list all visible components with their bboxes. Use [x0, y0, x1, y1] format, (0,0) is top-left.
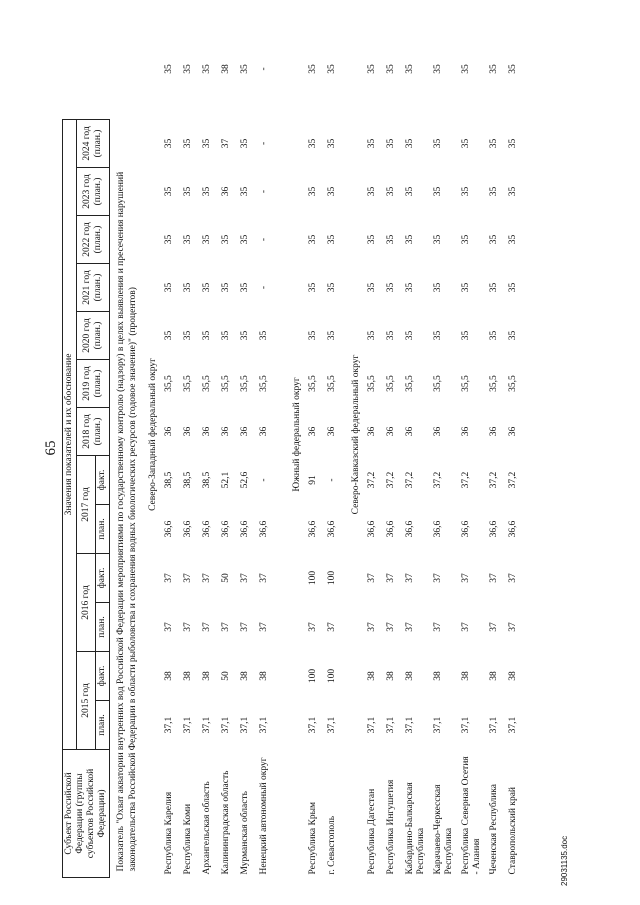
table-cell	[286, 750, 307, 878]
value-cell: 35	[183, 64, 193, 74]
value-cell: 35	[183, 138, 193, 149]
value-cell: 35	[433, 64, 443, 74]
value-cell: 35	[433, 282, 443, 293]
table-row	[488, 19, 507, 878]
value-cell: 37,2	[508, 471, 518, 489]
value-cell: 35	[386, 234, 396, 245]
value-cell: 35,5	[327, 375, 337, 392]
value-cell: 37,2	[405, 471, 415, 489]
value-cell: 35	[202, 64, 212, 74]
value-cell: 100	[327, 668, 337, 684]
region-name: Мурманская область	[240, 791, 250, 875]
value-cell: 36	[259, 426, 269, 437]
header-plan-year: 2021 год (план.)	[77, 264, 110, 312]
header-subject: Субъект Российской Федерации (группы субъектов Российской Федерации)	[63, 750, 110, 878]
value-cell: 37	[259, 573, 269, 583]
value-cell: 37,1	[221, 716, 231, 734]
value-cell: 37,1	[433, 716, 443, 734]
value-cell: -	[259, 189, 269, 194]
region-name: г. Севастополь	[327, 815, 337, 875]
value-cell: 35	[240, 282, 250, 293]
value-cell: 37	[327, 622, 337, 632]
header-plan: план.	[96, 701, 110, 750]
value-cell: 35	[327, 138, 337, 149]
header-plan-year: 2022 год (план.)	[77, 216, 110, 264]
value-cell: 38	[433, 671, 443, 681]
header-fact: факт.	[96, 652, 110, 701]
value-cell: 100	[327, 570, 337, 586]
value-cell: 35	[489, 234, 499, 245]
value-cell: 35	[164, 282, 174, 293]
value-cell: -	[259, 285, 269, 290]
value-cell: 52,1	[221, 471, 231, 489]
value-cell: 35	[308, 282, 318, 293]
value-cell: 35	[183, 330, 193, 341]
value-cell: 35	[164, 234, 174, 245]
value-cell: 38	[386, 671, 396, 681]
header-year: 2016 год	[77, 554, 96, 652]
value-cell: 35,5	[433, 375, 443, 392]
value-cell: 37,1	[183, 716, 193, 734]
table-cell	[142, 750, 163, 878]
value-cell: 35	[489, 138, 499, 149]
value-cell: 35	[240, 234, 250, 245]
value-cell: 37	[221, 622, 231, 632]
value-cell: 36,6	[202, 520, 212, 538]
header-year: 2015 год	[77, 652, 96, 750]
value-cell: 35	[221, 234, 231, 245]
indicator-table	[62, 18, 526, 878]
value-cell: 35,5	[240, 375, 250, 392]
table-cell	[345, 750, 366, 878]
value-cell: 36	[202, 426, 212, 437]
district-row	[345, 19, 366, 878]
value-cell: 91	[308, 475, 318, 485]
value-cell: 35,5	[259, 375, 269, 392]
value-cell: 35	[405, 234, 415, 245]
value-cell: 37	[259, 622, 269, 632]
value-cell: 35	[367, 186, 377, 197]
value-cell: 35,5	[183, 375, 193, 392]
value-cell: 36,6	[259, 520, 269, 538]
value-cell: 36	[433, 426, 443, 437]
value-cell: 35	[386, 282, 396, 293]
value-cell: 37,1	[308, 716, 318, 734]
value-cell: 35	[202, 138, 212, 149]
value-cell: 35	[405, 64, 415, 74]
value-cell: 35	[405, 330, 415, 341]
value-cell: 37	[489, 573, 499, 583]
header-row	[63, 19, 77, 878]
value-cell: 35	[386, 186, 396, 197]
indicator-text: Показатель "Охват акватории внутренних вод Российской Федерации мероприятиями по государственному контролю (надзору) в целях выявления и пресечения нарушений законодательства Российской Федерации в области рыболовства и сохранения водных биологических ресурсов (годовое значение)" (процентов)	[116, 171, 138, 872]
header-plan-year: 2019 год (план.)	[77, 360, 110, 408]
value-cell: 35	[327, 234, 337, 245]
value-cell: 36,6	[183, 520, 193, 538]
value-cell: 35	[461, 138, 471, 149]
value-cell: -	[259, 141, 269, 146]
value-cell: 37,2	[461, 471, 471, 489]
header-row	[77, 19, 96, 878]
value-cell: 37	[240, 622, 250, 632]
value-cell: 37,1	[164, 716, 174, 734]
district-name: Северо-Кавказский федеральный округ	[351, 354, 361, 515]
value-cell: 35	[183, 234, 193, 245]
table-row	[182, 19, 201, 878]
value-cell: 35,5	[221, 375, 231, 392]
value-cell: 38	[183, 671, 193, 681]
value-cell: 37	[202, 573, 212, 583]
value-cell: 38,5	[183, 471, 193, 489]
value-cell: 38	[367, 671, 377, 681]
value-cell: 52,6	[240, 471, 250, 489]
value-cell: 38	[259, 671, 269, 681]
header-fact: факт.	[96, 554, 110, 603]
value-cell: 36	[489, 426, 499, 437]
value-cell: 35	[386, 64, 396, 74]
value-cell: 35	[433, 186, 443, 197]
value-cell: 35	[308, 138, 318, 149]
value-cell: 38	[489, 671, 499, 681]
value-cell: 35	[259, 330, 269, 341]
value-cell: 35	[433, 330, 443, 341]
table-row	[220, 19, 239, 878]
region-name: Республика Крым	[308, 801, 318, 875]
header-plan-year: 2024 год (план.)	[77, 119, 110, 167]
value-cell: 37	[183, 573, 193, 583]
value-cell: 37,2	[386, 471, 396, 489]
value-cell: 37,1	[202, 716, 212, 734]
value-cell: 35	[367, 138, 377, 149]
region-name: Кабардино-Балкарская Республика	[405, 782, 426, 875]
value-cell: 36	[461, 426, 471, 437]
region-name: Чеченская Республика	[489, 783, 499, 875]
value-cell: 36,6	[405, 520, 415, 538]
value-cell: 37,1	[259, 716, 269, 734]
table-row	[201, 19, 220, 878]
value-cell: 37,1	[405, 716, 415, 734]
value-cell: 37	[164, 622, 174, 632]
value-cell: 35	[202, 282, 212, 293]
region-name: Республика Карелия	[164, 791, 174, 875]
value-cell: 37	[367, 622, 377, 632]
value-cell: 36	[508, 426, 518, 437]
value-cell: 35	[508, 282, 518, 293]
value-cell: 37	[221, 138, 231, 149]
value-cell: 35	[240, 186, 250, 197]
value-cell: 35	[164, 186, 174, 197]
value-cell: 35	[308, 330, 318, 341]
value-cell: 38	[461, 671, 471, 681]
value-cell: 37	[202, 622, 212, 632]
value-cell: 37	[386, 573, 396, 583]
value-cell: 38	[508, 671, 518, 681]
value-cell: 35	[461, 330, 471, 341]
value-cell: 37,1	[508, 716, 518, 734]
value-cell: 100	[308, 570, 318, 586]
value-cell: 37,1	[327, 716, 337, 734]
value-cell: 35	[508, 138, 518, 149]
region-name: Республика Северная Осетия - Алания	[461, 756, 482, 875]
header-plan-year: 2023 год (план.)	[77, 168, 110, 216]
value-cell: 35	[461, 282, 471, 293]
value-cell: 36	[183, 426, 193, 437]
region-name: Калининградская область	[221, 770, 231, 875]
header-values: Значения показателей и их обоснование	[63, 119, 77, 749]
value-cell: 35	[240, 138, 250, 149]
value-cell: 37,1	[489, 716, 499, 734]
value-cell: 35,5	[489, 375, 499, 392]
header-year: 2017 год	[77, 456, 96, 554]
value-cell: 35	[183, 282, 193, 293]
value-cell: 37	[183, 622, 193, 632]
value-cell: 37	[508, 622, 518, 632]
value-cell: 35	[240, 330, 250, 341]
value-cell: -	[259, 237, 269, 242]
value-cell: 36,6	[433, 520, 443, 538]
value-cell: 36,6	[221, 520, 231, 538]
value-cell: 35	[240, 64, 250, 74]
value-cell: 35,5	[386, 375, 396, 392]
value-cell: 36	[405, 426, 415, 437]
value-cell: 35	[405, 186, 415, 197]
value-cell: 35	[327, 282, 337, 293]
value-cell: 35	[308, 64, 318, 74]
value-cell: 35	[308, 186, 318, 197]
district-name: Южный федеральный округ	[292, 377, 302, 492]
value-cell: -	[259, 478, 269, 482]
value-cell: 35	[367, 234, 377, 245]
region-name: Карачаево-Черкесская Республика	[433, 784, 454, 875]
header-plan-year: 2018 год (план.)	[77, 408, 110, 456]
value-cell: 35	[461, 186, 471, 197]
value-cell: 35	[367, 330, 377, 341]
table-row	[385, 19, 404, 878]
value-cell: 36,6	[386, 520, 396, 538]
footer-code: 29031135.doc	[560, 835, 569, 886]
value-cell: 35	[461, 64, 471, 74]
value-cell: 35,5	[461, 375, 471, 392]
value-cell: -	[327, 478, 337, 482]
value-cell: 35	[489, 282, 499, 293]
value-cell: 37	[489, 622, 499, 632]
value-cell: 35	[433, 234, 443, 245]
value-cell: 50	[221, 573, 231, 583]
value-cell: 36,6	[489, 520, 499, 538]
value-cell: 37	[405, 573, 415, 583]
value-cell: 36,6	[327, 520, 337, 538]
value-cell: 35	[202, 330, 212, 341]
value-cell: 35,5	[405, 375, 415, 392]
value-cell: 37,1	[461, 716, 471, 734]
page-number: 65	[43, 440, 59, 456]
value-cell: 38	[240, 671, 250, 681]
value-cell: 36	[164, 426, 174, 437]
value-cell: 35	[508, 234, 518, 245]
value-cell: 35	[367, 282, 377, 293]
value-cell: 38,5	[202, 471, 212, 489]
value-cell: 37	[367, 573, 377, 583]
value-cell: 37	[164, 573, 174, 583]
district-row	[286, 19, 307, 878]
table-row	[460, 19, 488, 878]
region-name: Республика Ингушетия	[386, 779, 396, 875]
value-cell: 37	[405, 622, 415, 632]
value-cell: 35,5	[367, 375, 377, 392]
value-cell: 35	[386, 330, 396, 341]
table-row	[366, 19, 385, 878]
district-name: Северо-Западный федеральный округ	[148, 358, 158, 511]
value-cell: 35	[489, 64, 499, 74]
value-cell: 37	[461, 573, 471, 583]
value-cell: 37,2	[433, 471, 443, 489]
value-cell: 37	[433, 622, 443, 632]
value-cell: 36	[327, 426, 337, 437]
value-cell: 36	[221, 186, 231, 197]
district-row	[142, 19, 163, 878]
value-cell: 37,1	[240, 716, 250, 734]
table-body	[110, 19, 527, 878]
value-cell: 35	[164, 330, 174, 341]
value-cell: 35	[461, 234, 471, 245]
table-row	[239, 19, 258, 878]
header-plan-year: 2020 год (план.)	[77, 312, 110, 360]
value-cell: 35	[386, 138, 396, 149]
table-row	[507, 19, 526, 878]
header-plan: план.	[96, 505, 110, 554]
value-cell: 36	[221, 426, 231, 437]
value-cell: 36	[367, 426, 377, 437]
table-row	[404, 19, 432, 878]
value-cell: 38	[405, 671, 415, 681]
value-cell: 35	[183, 186, 193, 197]
table-row	[258, 19, 286, 878]
value-cell: 35	[327, 64, 337, 74]
value-cell: 37,2	[367, 471, 377, 489]
value-cell: 35,5	[164, 375, 174, 392]
rotated-page	[40, 18, 620, 886]
value-cell: 38	[202, 671, 212, 681]
value-cell: 35	[367, 64, 377, 74]
table-row	[326, 19, 345, 878]
value-cell: 38	[221, 64, 231, 74]
table-header	[63, 19, 110, 878]
value-cell: 37	[508, 573, 518, 583]
table-row	[163, 19, 182, 878]
value-cell: 35	[508, 330, 518, 341]
region-name: Архангельская область	[202, 781, 212, 875]
value-cell: 35	[164, 64, 174, 74]
table-row	[432, 19, 460, 878]
value-cell: 36,6	[308, 520, 318, 538]
value-cell: 36,6	[367, 520, 377, 538]
header-plan: план.	[96, 603, 110, 652]
value-cell: 37	[308, 622, 318, 632]
value-cell: 35	[221, 282, 231, 293]
value-cell: 36	[308, 426, 318, 437]
value-cell: 35	[164, 138, 174, 149]
value-cell: -	[259, 67, 269, 71]
value-cell: 35	[327, 330, 337, 341]
value-cell: 35	[202, 234, 212, 245]
value-cell: 35,5	[202, 375, 212, 392]
value-cell: 36	[386, 426, 396, 437]
value-cell: 37,1	[367, 716, 377, 734]
region-name: Ненецкий автономный округ	[259, 757, 269, 875]
value-cell: 37,2	[489, 471, 499, 489]
value-cell: 35	[202, 186, 212, 197]
indicator-row	[110, 19, 143, 878]
table-row	[307, 19, 326, 878]
value-cell: 37	[461, 622, 471, 632]
value-cell: 35	[489, 330, 499, 341]
value-cell: 36	[240, 426, 250, 437]
header-fact: факт.	[96, 456, 110, 505]
region-name: Ставропольский край	[508, 786, 518, 875]
value-cell: 36,6	[461, 520, 471, 538]
region-name: Республика Коми	[183, 803, 193, 875]
value-cell: 35,5	[308, 375, 318, 392]
value-cell: 100	[308, 668, 318, 684]
value-cell: 36,6	[508, 520, 518, 538]
value-cell: 37	[240, 573, 250, 583]
value-cell: 50	[221, 671, 231, 681]
value-cell: 37	[386, 622, 396, 632]
value-cell: 35	[327, 186, 337, 197]
value-cell: 35	[221, 330, 231, 341]
value-cell: 35	[508, 186, 518, 197]
value-cell: 38	[164, 671, 174, 681]
value-cell: 37,1	[386, 716, 396, 734]
region-name: Республика Дагестан	[367, 788, 377, 875]
value-cell: 35	[405, 138, 415, 149]
value-cell: 35	[405, 282, 415, 293]
value-cell: 35	[433, 138, 443, 149]
value-cell: 37	[433, 573, 443, 583]
value-cell: 35,5	[508, 375, 518, 392]
value-cell: 38,5	[164, 471, 174, 489]
value-cell: 35	[508, 64, 518, 74]
value-cell: 36,6	[240, 520, 250, 538]
value-cell: 36,6	[164, 520, 174, 538]
value-cell: 35	[489, 186, 499, 197]
value-cell: 35	[308, 234, 318, 245]
